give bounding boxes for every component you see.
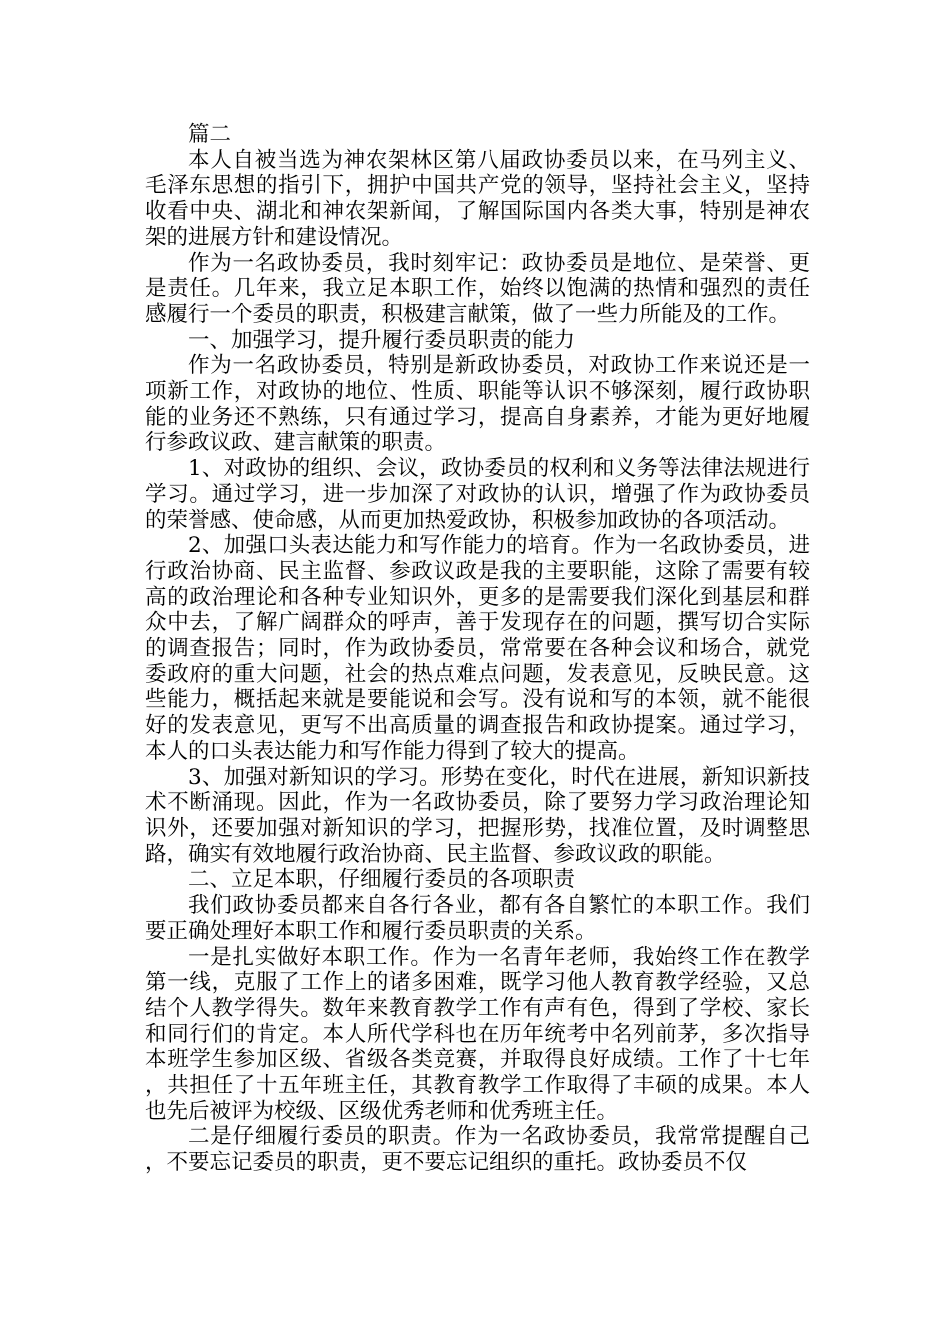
paragraph-study-point-3: 3、加强对新知识的学习。形势在变化，时代在进展，新知识新技术不断涌现。因此，作为一名政协委员，除了要努力学习政治理论知识外，还要加强对新知识的学习，把握形势，找准位置，及时调整思路，确实有效地履行政治协商、民主监督、参政议政的职能。 [145,764,810,867]
paragraph-study-overview: 作为一名政协委员，特别是新政协委员，对政协工作来说还是一项新工作，对政协的地位、性质、职能等认识不够深刻，履行政协职能的业务还不熟练，只有通过学习，提高自身素养，才能为更好地履行参政议政、建言献策的职责。 [145,353,810,456]
paragraph-duties-overview: 我们政协委员都来自各行各业，都有各自繁忙的本职工作。我们要正确处理好本职工作和履行委员职责的关系。 [145,893,810,944]
paragraph-study-point-1: 1、对政协的组织、会议，政协委员的权利和义务等法律法规进行学习。通过学习，进一步加深了对政协的认识，增强了作为政协委员的荣誉感、使命感，从而更加热爱政协，积极参加政协的各项活动。 [145,456,810,533]
document-body [145,122,810,1176]
paragraph-duties-point-1: 一是扎实做好本职工作。作为一名青年老师，我始终工作在教学第一线，克服了工作上的诸多困难，既学习他人教育教学经验，又总结个人教学得失。数年来教育教学工作有声有色，得到了学校、家长和同行们的肯定。本人所代学科也在历年统考中名列前茅，多次指导本班学生参加区级、省级各类竞赛，并取得良好成绩。工作了十七年，共担任了十五年班主任，其教育教学工作取得了丰硕的成果。本人也先后被评为校级、区级优秀老师和优秀班主任。 [145,944,810,1124]
paragraph-introduction: 本人自被当选为神农架林区第八届政协委员以来，在马列主义、毛泽东思想的指引下，拥护中国共产党的领导，坚持社会主义，坚持收看中央、湖北和神农架新闻，了解国际国内各类大事，特别是神农架的进展方针和建设情况。 [145,147,810,250]
section-heading-part-two: 篇二 [188,122,232,147]
heading-strengthen-study: 一、加强学习，提升履行委员职责的能力 [188,327,576,353]
paragraph-duties-point-2: 二是仔细履行委员的职责。作为一名政协委员，我常常提醒自己，不要忘记委员的职责，更不要忘记组织的重托。政协委员不仅 [145,1124,810,1176]
paragraph-study-point-2: 2、加强口头表达能力和写作能力的培育。作为一名政协委员，进行政治协商、民主监督、参政议政是我的主要职能，这除了需要有较高的政治理论和各种专业知识外，更多的是需要我们深化到基层和群众中去，了解广阔群众的呼声，善于发现存在的问题，撰写切合实际的调查报告；同时，作为政协委员，常常要在各种会议和场合，就党委政府的重大问题，社会的热点难点问题，发表意见，反映民意。这些能力，概括起来就是要能说和会写。没有说和写的本领，就不能很好的发表意见，更写不出高质量的调查报告和政协提案。通过学习，本人的口头表达能力和写作能力得到了较大的提高。 [145,533,810,764]
paragraph-responsibility: 作为一名政协委员，我时刻牢记：政协委员是地位、是荣誉、更是责任。几年来，我立足本职工作，始终以饱满的热情和强烈的责任感履行一个委员的职责，积极建言献策，做了一些力所能及的工作。 [145,250,810,327]
heading-fulfill-duties: 二、立足本职，仔细履行委员的各项职责 [188,867,576,893]
